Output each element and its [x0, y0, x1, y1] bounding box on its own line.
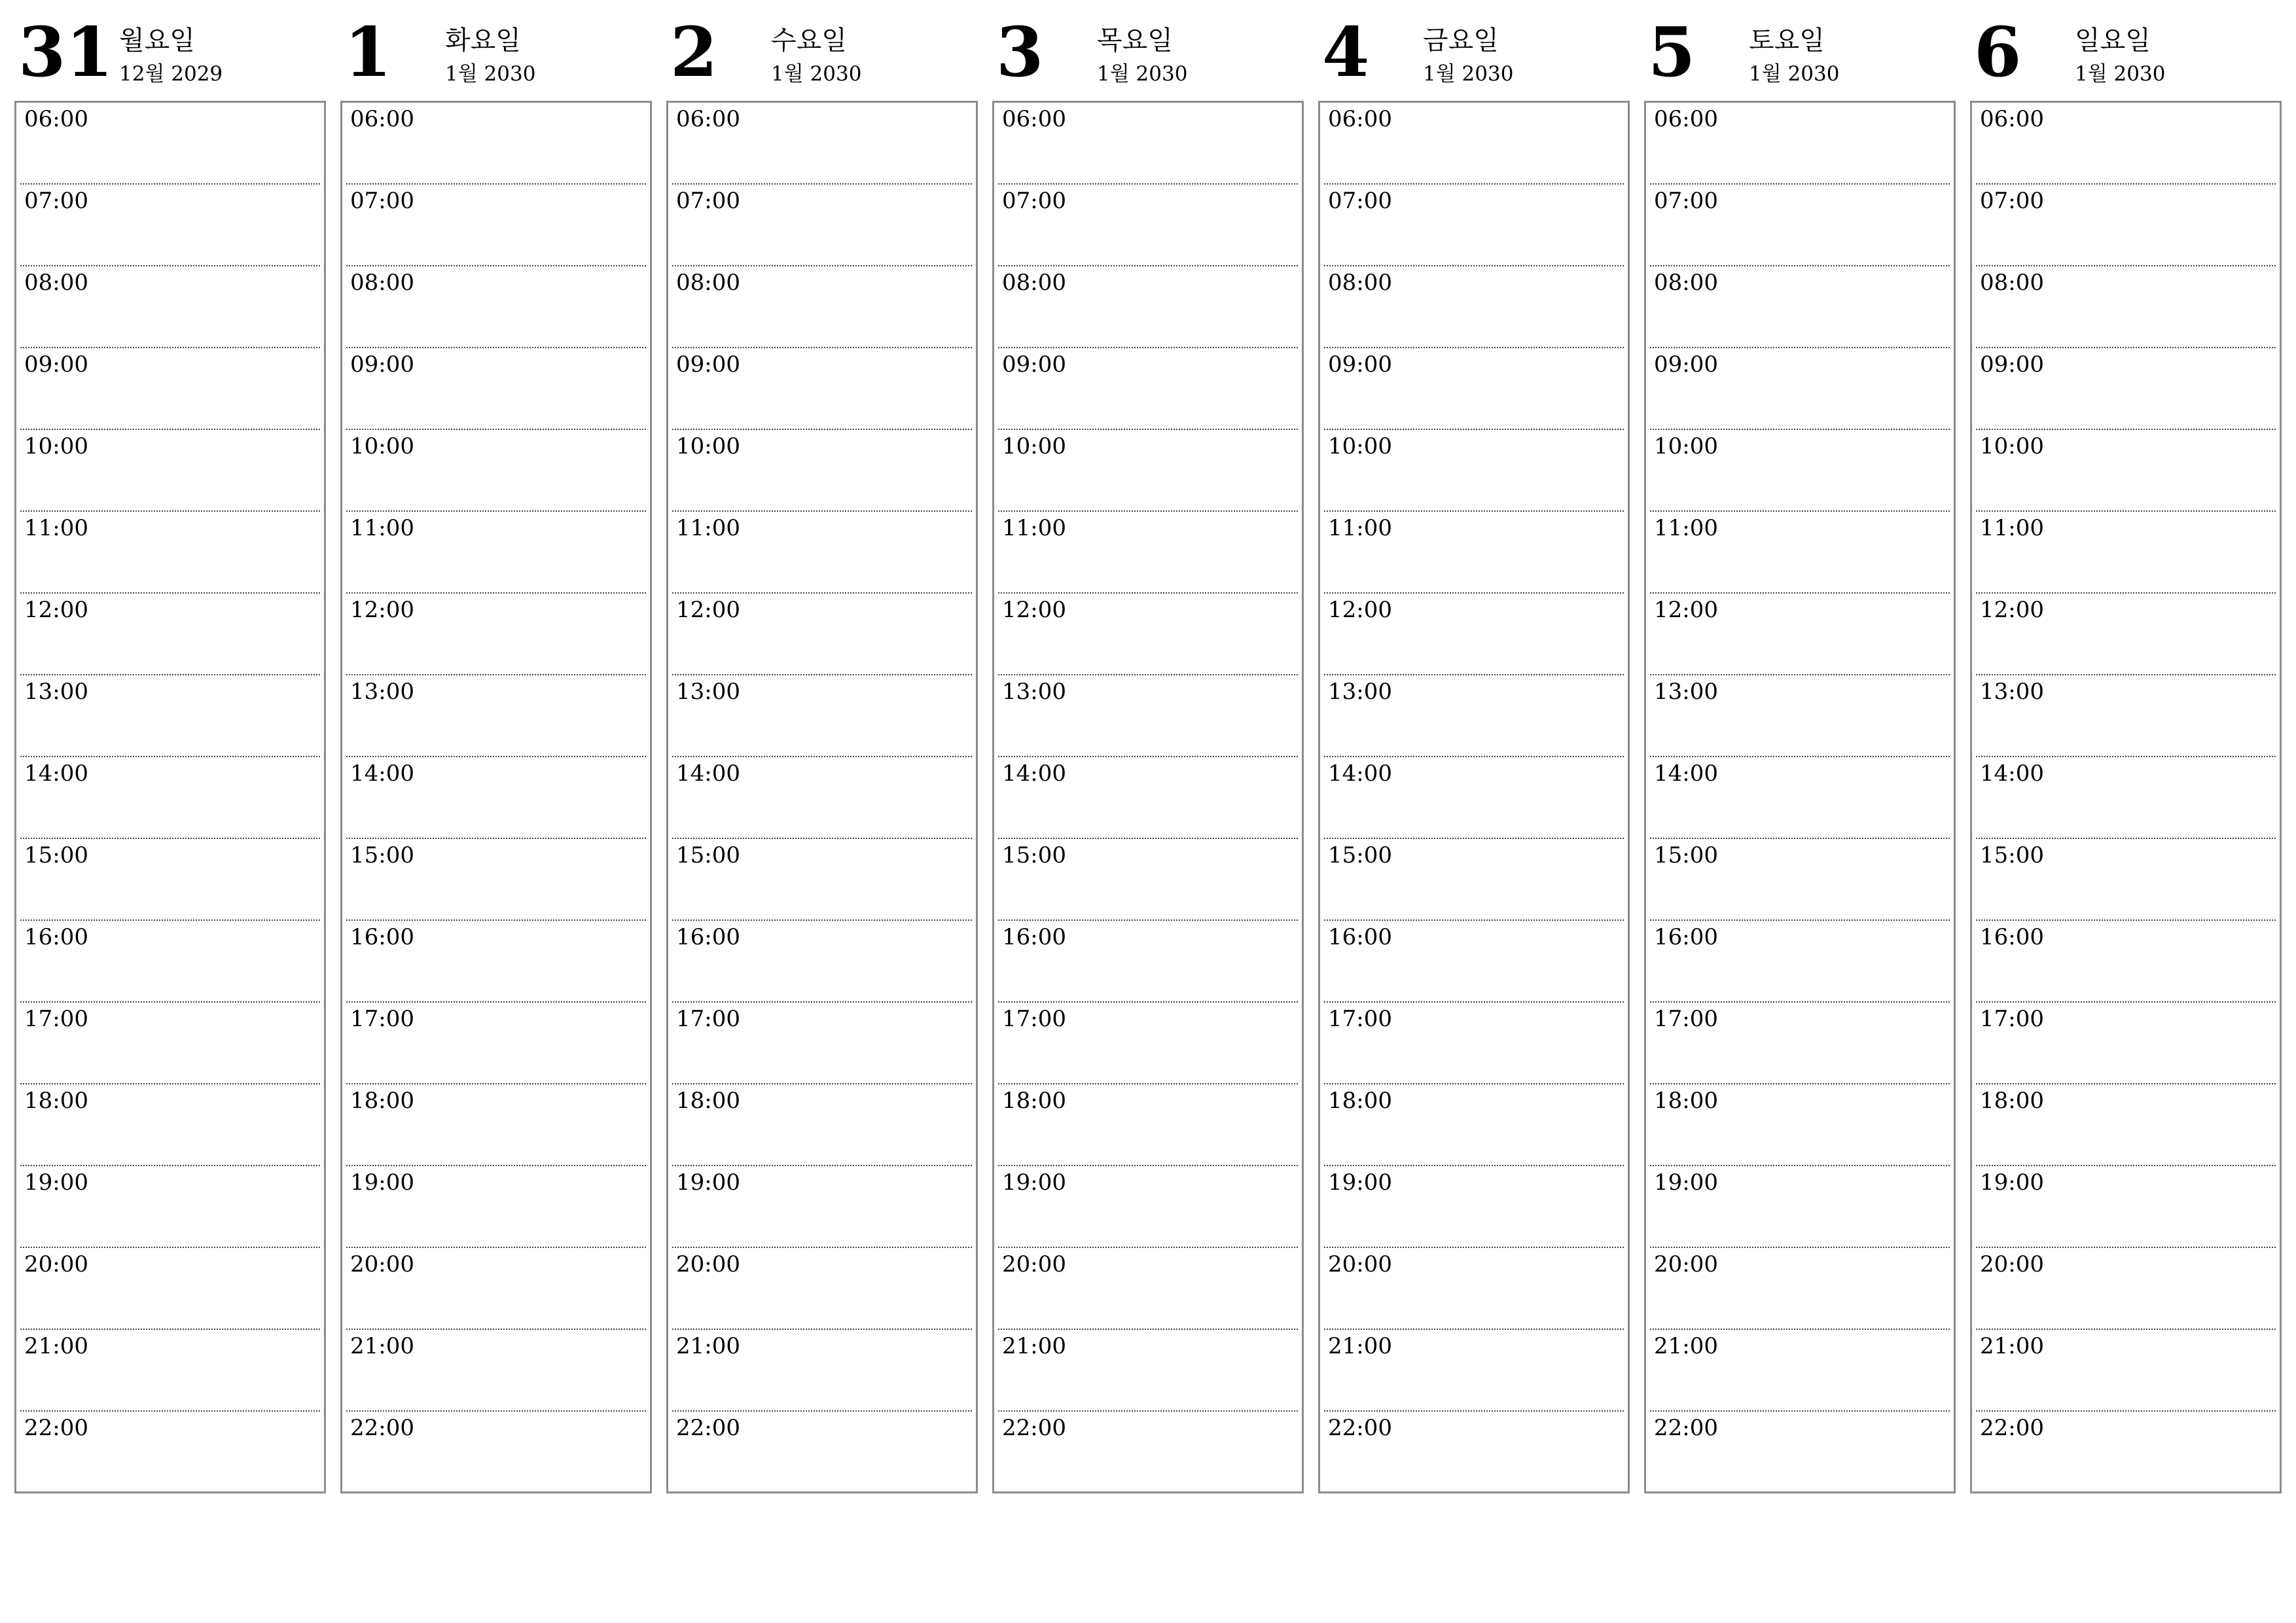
day-column	[1970, 0, 2284, 1441]
time-label: 16:00	[24, 924, 88, 950]
time-slot[interactable]	[1976, 512, 2276, 594]
day-schedule-box	[1970, 101, 2282, 1493]
time-slot[interactable]	[1976, 675, 2276, 757]
time-slot[interactable]	[672, 921, 972, 1003]
time-label: 07:00	[1654, 188, 1718, 214]
time-label: 09:00	[24, 351, 88, 378]
time-label: 20:00	[1980, 1251, 2044, 1277]
time-slot[interactable]	[346, 594, 646, 675]
time-slot[interactable]	[20, 1330, 320, 1412]
time-slot[interactable]	[346, 1166, 646, 1248]
time-label: 06:00	[1328, 106, 1392, 132]
time-slot[interactable]	[346, 921, 646, 1003]
time-label: 17:00	[1328, 1006, 1392, 1032]
time-label: 11:00	[1002, 515, 1066, 541]
time-slot[interactable]	[672, 675, 972, 757]
time-label: 19:00	[24, 1169, 88, 1196]
time-label: 06:00	[350, 106, 414, 132]
time-slot[interactable]	[1650, 103, 1950, 185]
time-label: 09:00	[1002, 351, 1066, 378]
time-slot[interactable]	[672, 266, 972, 348]
time-slot[interactable]	[672, 1330, 972, 1412]
day-header	[666, 0, 980, 101]
day-month-year: 1월 2030	[1423, 62, 1514, 86]
day-number: 4	[1322, 12, 1370, 92]
time-slot[interactable]	[20, 757, 320, 839]
time-slot[interactable]	[672, 594, 972, 675]
time-slot[interactable]	[20, 675, 320, 757]
time-slot[interactable]	[998, 757, 1298, 839]
time-label: 14:00	[1002, 760, 1066, 787]
time-label: 12:00	[24, 597, 88, 623]
time-label: 09:00	[676, 351, 740, 378]
time-label: 20:00	[1002, 1251, 1066, 1277]
day-month-year: 1월 2030	[2075, 62, 2166, 86]
time-label: 18:00	[676, 1088, 740, 1114]
time-label: 09:00	[1980, 351, 2044, 378]
time-label: 15:00	[24, 842, 88, 868]
time-slot[interactable]	[1324, 757, 1624, 839]
time-label: 19:00	[1654, 1169, 1718, 1196]
time-slot[interactable]	[20, 594, 320, 675]
time-slot[interactable]	[1650, 921, 1950, 1003]
time-slot[interactable]	[346, 266, 646, 348]
time-slot[interactable]	[1324, 1412, 1624, 1493]
time-slot[interactable]	[346, 512, 646, 594]
time-slot[interactable]	[998, 430, 1298, 512]
time-label: 08:00	[676, 270, 740, 296]
time-label: 07:00	[24, 188, 88, 214]
time-label: 08:00	[24, 270, 88, 296]
time-slot[interactable]	[1324, 1248, 1624, 1330]
day-month-year: 1월 2030	[1749, 62, 1840, 86]
day-number: 1	[344, 12, 392, 92]
time-slot[interactable]	[1324, 839, 1624, 921]
time-slot[interactable]	[346, 1003, 646, 1084]
day-weekday: 목요일	[1097, 26, 1173, 56]
time-slot[interactable]	[346, 1330, 646, 1412]
time-label: 08:00	[1328, 270, 1392, 296]
time-label: 13:00	[1980, 679, 2044, 705]
time-slot[interactable]	[1650, 594, 1950, 675]
time-slot[interactable]	[1976, 921, 2276, 1003]
time-label: 22:00	[1328, 1415, 1392, 1441]
time-label: 07:00	[1328, 188, 1392, 214]
time-slot[interactable]	[998, 675, 1298, 757]
time-label: 10:00	[24, 433, 88, 459]
time-slot[interactable]	[20, 1003, 320, 1084]
time-slot[interactable]	[20, 1412, 320, 1493]
time-label: 09:00	[350, 351, 414, 378]
time-slot[interactable]	[1650, 266, 1950, 348]
day-schedule-box	[1318, 101, 1630, 1493]
day-number: 2	[670, 12, 718, 92]
time-slot[interactable]	[1324, 1166, 1624, 1248]
time-slot[interactable]	[1324, 512, 1624, 594]
time-slot[interactable]	[1976, 1084, 2276, 1166]
time-slot[interactable]	[1976, 757, 2276, 839]
time-label: 08:00	[1654, 270, 1718, 296]
time-label: 09:00	[1328, 351, 1392, 378]
day-weekday: 화요일	[445, 26, 521, 56]
day-weekday: 금요일	[1423, 26, 1499, 56]
day-column	[340, 0, 655, 1441]
time-slot[interactable]	[1650, 1084, 1950, 1166]
time-label: 18:00	[24, 1088, 88, 1114]
time-label: 10:00	[1328, 433, 1392, 459]
time-slot[interactable]	[672, 103, 972, 185]
time-slot[interactable]	[1976, 1330, 2276, 1412]
time-slot[interactable]	[20, 185, 320, 266]
time-label: 06:00	[24, 106, 88, 132]
time-slot[interactable]	[1650, 348, 1950, 430]
time-slot[interactable]	[1650, 185, 1950, 266]
time-label: 07:00	[676, 188, 740, 214]
time-slot[interactable]	[20, 1248, 320, 1330]
day-weekday: 수요일	[771, 26, 847, 56]
time-label: 08:00	[1002, 270, 1066, 296]
time-label: 13:00	[24, 679, 88, 705]
time-slot[interactable]	[998, 1084, 1298, 1166]
time-slot[interactable]	[672, 1166, 972, 1248]
time-label: 19:00	[1980, 1169, 2044, 1196]
time-label: 19:00	[676, 1169, 740, 1196]
day-schedule-box	[340, 101, 652, 1493]
day-number: 5	[1648, 12, 1696, 92]
day-schedule-box	[14, 101, 326, 1493]
day-month-year: 1월 2030	[445, 62, 536, 86]
time-slot[interactable]	[1324, 1330, 1624, 1412]
time-slot[interactable]	[1650, 757, 1950, 839]
day-column	[1644, 0, 1958, 1441]
day-header	[1644, 0, 1958, 101]
time-slot[interactable]	[998, 1248, 1298, 1330]
time-label: 07:00	[1980, 188, 2044, 214]
time-slot[interactable]	[1650, 430, 1950, 512]
day-header	[1318, 0, 1632, 101]
time-label: 17:00	[24, 1006, 88, 1032]
time-slot[interactable]	[1324, 675, 1624, 757]
time-label: 14:00	[1328, 760, 1392, 787]
time-label: 14:00	[350, 760, 414, 787]
time-label: 13:00	[1654, 679, 1718, 705]
time-slot[interactable]	[1324, 266, 1624, 348]
time-slot[interactable]	[1324, 185, 1624, 266]
time-slot[interactable]	[998, 103, 1298, 185]
time-slot[interactable]	[1976, 348, 2276, 430]
day-header	[992, 0, 1306, 101]
time-label: 06:00	[1654, 106, 1718, 132]
time-label: 11:00	[1980, 515, 2044, 541]
time-label: 22:00	[1654, 1415, 1718, 1441]
time-slot[interactable]	[20, 103, 320, 185]
time-label: 13:00	[1002, 679, 1066, 705]
time-label: 17:00	[1654, 1006, 1718, 1032]
time-slot[interactable]	[1324, 430, 1624, 512]
time-slot[interactable]	[672, 1003, 972, 1084]
time-slot[interactable]	[20, 512, 320, 594]
time-label: 18:00	[1980, 1088, 2044, 1114]
time-label: 14:00	[24, 760, 88, 787]
time-label: 10:00	[676, 433, 740, 459]
time-slot[interactable]	[20, 921, 320, 1003]
time-slot[interactable]	[998, 185, 1298, 266]
time-label: 06:00	[1002, 106, 1066, 132]
time-label: 13:00	[676, 679, 740, 705]
time-label: 19:00	[1328, 1169, 1392, 1196]
time-slot[interactable]	[1650, 675, 1950, 757]
time-label: 20:00	[1654, 1251, 1718, 1277]
time-slot[interactable]	[672, 1412, 972, 1493]
time-label: 12:00	[1654, 597, 1718, 623]
time-label: 14:00	[1654, 760, 1718, 787]
time-slot[interactable]	[1976, 185, 2276, 266]
day-header	[14, 0, 329, 101]
time-slot[interactable]	[998, 348, 1298, 430]
time-label: 11:00	[676, 515, 740, 541]
time-label: 11:00	[1654, 515, 1718, 541]
time-slot[interactable]	[998, 921, 1298, 1003]
time-label: 12:00	[1002, 597, 1066, 623]
time-slot[interactable]	[1976, 103, 2276, 185]
time-label: 10:00	[1980, 433, 2044, 459]
time-slot[interactable]	[1324, 1084, 1624, 1166]
time-slot[interactable]	[1650, 1412, 1950, 1493]
time-label: 15:00	[1980, 842, 2044, 868]
day-number: 3	[996, 12, 1044, 92]
time-slot[interactable]	[20, 348, 320, 430]
day-weekday: 일요일	[2075, 26, 2151, 56]
time-label: 18:00	[1328, 1088, 1392, 1114]
time-label: 12:00	[676, 597, 740, 623]
time-label: 11:00	[24, 515, 88, 541]
time-slot[interactable]	[346, 1248, 646, 1330]
time-label: 10:00	[350, 433, 414, 459]
time-label: 18:00	[350, 1088, 414, 1114]
time-slot[interactable]	[998, 266, 1298, 348]
time-slot[interactable]	[1650, 839, 1950, 921]
time-label: 16:00	[1980, 924, 2044, 950]
time-label: 22:00	[676, 1415, 740, 1441]
day-header	[1970, 0, 2284, 101]
time-label: 16:00	[1654, 924, 1718, 950]
time-label: 07:00	[350, 188, 414, 214]
time-slot[interactable]	[998, 512, 1298, 594]
time-label: 15:00	[1654, 842, 1718, 868]
time-label: 20:00	[1328, 1251, 1392, 1277]
time-label: 15:00	[1328, 842, 1392, 868]
time-slot[interactable]	[1324, 348, 1624, 430]
time-label: 21:00	[676, 1333, 740, 1359]
time-slot[interactable]	[672, 185, 972, 266]
time-slot[interactable]	[1324, 1003, 1624, 1084]
day-header	[340, 0, 655, 101]
time-label: 15:00	[676, 842, 740, 868]
time-slot[interactable]	[672, 1084, 972, 1166]
time-label: 09:00	[1654, 351, 1718, 378]
time-label: 15:00	[1002, 842, 1066, 868]
time-slot[interactable]	[1650, 1003, 1950, 1084]
time-label: 17:00	[350, 1006, 414, 1032]
time-slot[interactable]	[346, 839, 646, 921]
time-slot[interactable]	[346, 1412, 646, 1493]
day-month-year: 12월 2029	[119, 62, 223, 86]
time-label: 10:00	[1002, 433, 1066, 459]
time-slot[interactable]	[1976, 594, 2276, 675]
time-label: 22:00	[1980, 1415, 2044, 1441]
time-label: 08:00	[350, 270, 414, 296]
time-slot[interactable]	[1976, 1003, 2276, 1084]
time-slot[interactable]	[998, 1330, 1298, 1412]
time-label: 06:00	[676, 106, 740, 132]
time-slot[interactable]	[346, 185, 646, 266]
time-label: 16:00	[1328, 924, 1392, 950]
time-label: 13:00	[1328, 679, 1392, 705]
time-label: 19:00	[1002, 1169, 1066, 1196]
day-column	[992, 0, 1306, 1441]
time-label: 22:00	[24, 1415, 88, 1441]
time-label: 18:00	[1654, 1088, 1718, 1114]
day-column	[1318, 0, 1632, 1441]
time-label: 10:00	[1654, 433, 1718, 459]
day-weekday: 월요일	[119, 26, 195, 56]
time-slot[interactable]	[998, 1003, 1298, 1084]
time-label: 21:00	[1328, 1333, 1392, 1359]
time-slot[interactable]	[346, 348, 646, 430]
time-slot[interactable]	[998, 839, 1298, 921]
time-slot[interactable]	[1324, 103, 1624, 185]
time-label: 13:00	[350, 679, 414, 705]
time-label: 12:00	[1980, 597, 2044, 623]
time-label: 16:00	[1002, 924, 1066, 950]
time-slot[interactable]	[1324, 921, 1624, 1003]
time-slot[interactable]	[672, 1248, 972, 1330]
time-label: 20:00	[676, 1251, 740, 1277]
time-slot[interactable]	[1324, 594, 1624, 675]
time-slot[interactable]	[998, 1412, 1298, 1493]
time-slot[interactable]	[672, 839, 972, 921]
time-slot[interactable]	[20, 1166, 320, 1248]
time-slot[interactable]	[346, 757, 646, 839]
time-label: 20:00	[24, 1251, 88, 1277]
day-weekday: 토요일	[1749, 26, 1825, 56]
time-label: 11:00	[350, 515, 414, 541]
time-label: 12:00	[1328, 597, 1392, 623]
time-label: 16:00	[676, 924, 740, 950]
day-month-year: 1월 2030	[771, 62, 862, 86]
time-label: 21:00	[1654, 1333, 1718, 1359]
time-slot[interactable]	[346, 1084, 646, 1166]
time-slot[interactable]	[1976, 266, 2276, 348]
time-slot[interactable]	[20, 430, 320, 512]
time-slot[interactable]	[672, 430, 972, 512]
time-slot[interactable]	[20, 839, 320, 921]
time-label: 11:00	[1328, 515, 1392, 541]
day-column	[14, 0, 329, 1441]
time-label: 17:00	[676, 1006, 740, 1032]
time-slot[interactable]	[20, 266, 320, 348]
time-label: 19:00	[350, 1169, 414, 1196]
time-slot[interactable]	[1976, 1412, 2276, 1493]
time-slot[interactable]	[1650, 1330, 1950, 1412]
time-label: 21:00	[1002, 1333, 1066, 1359]
time-slot[interactable]	[1650, 512, 1950, 594]
time-label: 16:00	[350, 924, 414, 950]
time-label: 12:00	[350, 597, 414, 623]
time-label: 14:00	[1980, 760, 2044, 787]
time-slot[interactable]	[346, 675, 646, 757]
time-slot[interactable]	[672, 348, 972, 430]
day-number: 6	[1974, 12, 2022, 92]
time-label: 08:00	[1980, 270, 2044, 296]
day-schedule-box	[666, 101, 978, 1493]
day-schedule-box	[1644, 101, 1956, 1493]
time-slot[interactable]	[20, 1084, 320, 1166]
time-slot[interactable]	[998, 594, 1298, 675]
time-slot[interactable]	[1650, 1166, 1950, 1248]
time-label: 21:00	[24, 1333, 88, 1359]
time-label: 22:00	[350, 1415, 414, 1441]
time-slot[interactable]	[998, 1166, 1298, 1248]
time-slot[interactable]	[1976, 430, 2276, 512]
time-label: 15:00	[350, 842, 414, 868]
day-schedule-box	[992, 101, 1304, 1493]
time-label: 18:00	[1002, 1088, 1066, 1114]
time-slot[interactable]	[1650, 1248, 1950, 1330]
time-slot[interactable]	[1976, 1166, 2276, 1248]
time-label: 17:00	[1002, 1006, 1066, 1032]
time-label: 21:00	[350, 1333, 414, 1359]
time-label: 14:00	[676, 760, 740, 787]
time-label: 07:00	[1002, 188, 1066, 214]
day-month-year: 1월 2030	[1097, 62, 1188, 86]
time-slot[interactable]	[1976, 839, 2276, 921]
time-slot[interactable]	[672, 512, 972, 594]
time-label: 06:00	[1980, 106, 2044, 132]
time-label: 17:00	[1980, 1006, 2044, 1032]
time-label: 21:00	[1980, 1333, 2044, 1359]
day-number: 31	[18, 12, 113, 92]
time-slot[interactable]	[346, 103, 646, 185]
time-slot[interactable]	[672, 757, 972, 839]
time-label: 20:00	[350, 1251, 414, 1277]
day-column	[666, 0, 980, 1441]
time-slot[interactable]	[1976, 1248, 2276, 1330]
time-label: 22:00	[1002, 1415, 1066, 1441]
time-slot[interactable]	[346, 430, 646, 512]
